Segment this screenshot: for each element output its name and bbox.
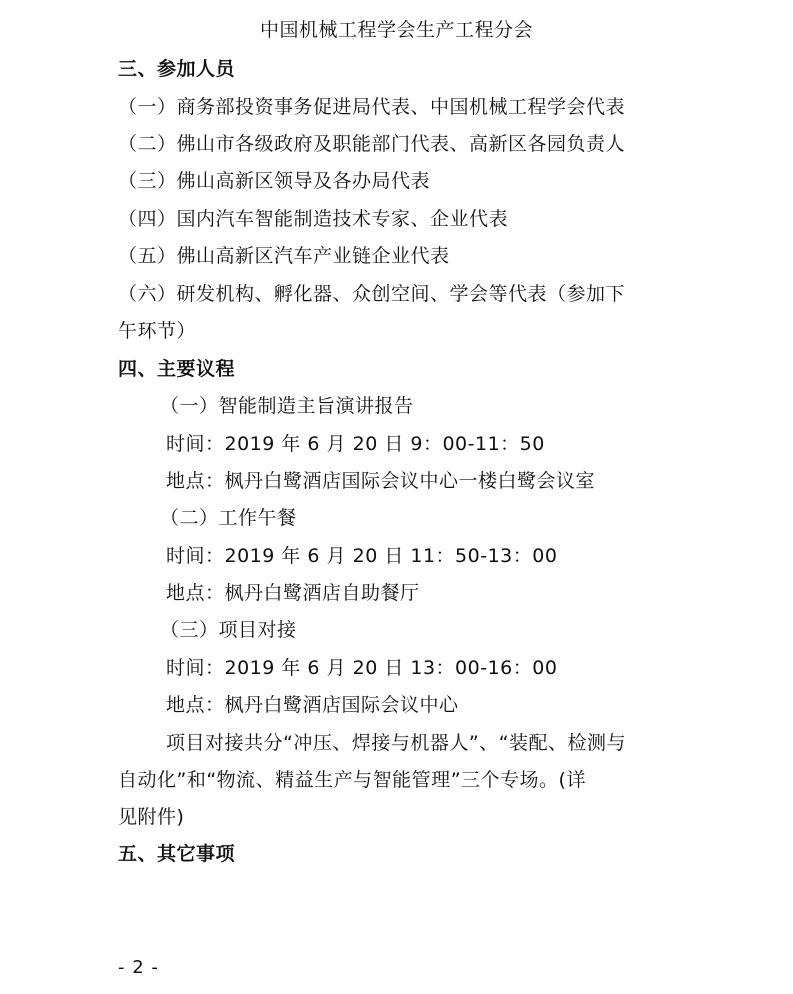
agenda-item-place: 地点：枫丹白鹭酒店国际会议中心一楼白鹭会议室 [166, 470, 596, 492]
agenda-item-place: 地点：枫丹白鹭酒店自助餐厅 [166, 582, 420, 604]
agenda-item-title: （三）项目对接 [160, 619, 297, 641]
agenda-item-time: 时间：2019 年 6 月 20 日 9：00-11：50 [166, 433, 545, 455]
agenda-item-time: 时间：2019 年 6 月 20 日 11：50-13：00 [166, 545, 558, 567]
attendee-item: （四）国内汽车智能制造技术专家、企业代表 [118, 208, 509, 230]
agenda-note-line: 见附件) [118, 806, 185, 828]
attendee-item: （六）研发机构、孵化器、众创空间、学会等代表（参加下 [118, 283, 626, 305]
attendee-item: （五）佛山高新区汽车产业链企业代表 [118, 245, 450, 267]
attendee-item: （三）佛山高新区领导及各办局代表 [118, 170, 431, 192]
agenda-item-title: （一）智能制造主旨演讲报告 [160, 395, 414, 417]
organization-header: 中国机械工程学会生产工程分会 [259, 19, 533, 41]
section-heading-other-matters: 五、其它事项 [118, 843, 236, 865]
agenda-item-title: （二）工作午餐 [160, 507, 297, 529]
agenda-note-line: 项目对接共分“冲压、焊接与机器人”、“装配、检测与 [166, 732, 627, 754]
section-heading-agenda: 四、主要议程 [118, 358, 236, 380]
page-number: - 2 - [118, 957, 159, 978]
attendee-item: （一）商务部投资事务促进局代表、中国机械工程学会代表 [118, 96, 626, 118]
attendee-item-continuation: 午环节） [118, 320, 197, 342]
section-heading-attendees: 三、参加人员 [118, 58, 236, 80]
agenda-note-line: 自动化”和“物流、精益生产与智能管理”三个专场。(详 [118, 769, 586, 791]
agenda-item-time: 时间：2019 年 6 月 20 日 13：00-16：00 [166, 657, 558, 679]
agenda-item-place: 地点：枫丹白鹭酒店国际会议中心 [166, 694, 459, 716]
attendee-item: （二）佛山市各级政府及职能部门代表、高新区各园负责人 [118, 133, 626, 155]
